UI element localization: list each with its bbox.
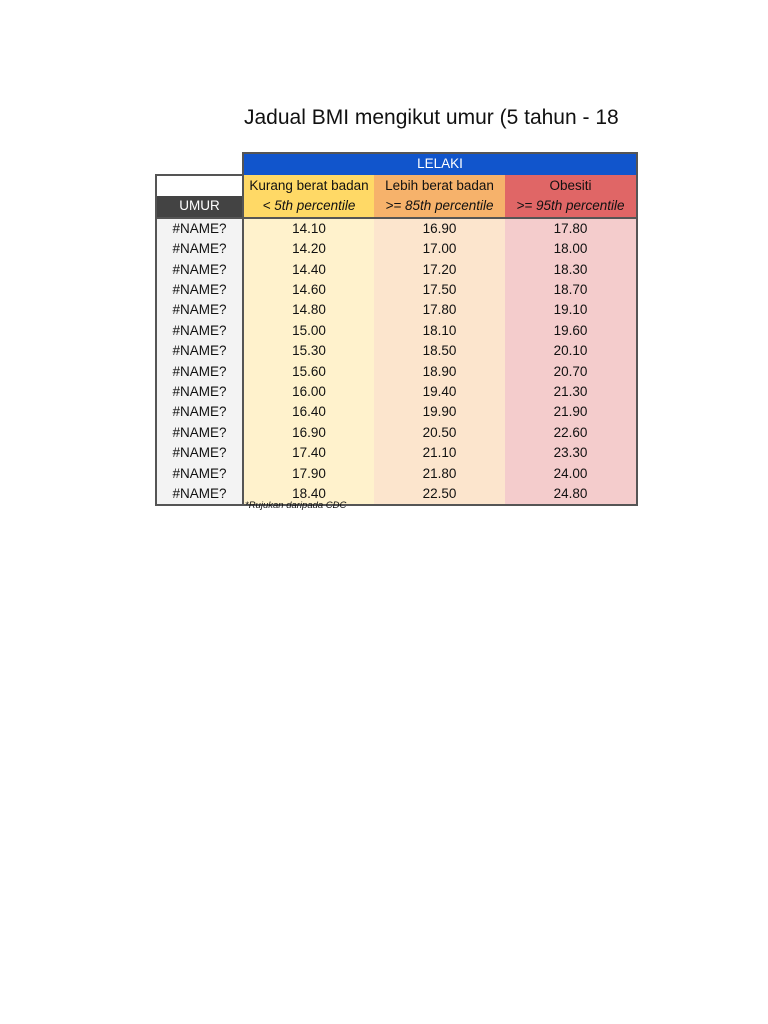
cell-overweight: 17.80 bbox=[374, 300, 505, 320]
table-row bbox=[156, 300, 637, 320]
subheader-overweight: >= 85th percentile bbox=[374, 196, 505, 217]
group-header-lelaki: LELAKI bbox=[243, 153, 637, 175]
column-header-row bbox=[156, 175, 637, 196]
cell-obese: 24.80 bbox=[505, 484, 637, 505]
table-row bbox=[156, 361, 637, 381]
header-overweight: Lebih berat badan bbox=[374, 175, 505, 196]
cell-overweight: 19.90 bbox=[374, 402, 505, 422]
cell-age: #NAME? bbox=[156, 280, 243, 300]
table-body bbox=[156, 218, 637, 505]
cell-overweight: 18.90 bbox=[374, 361, 505, 381]
table-row bbox=[156, 443, 637, 463]
cell-age: #NAME? bbox=[156, 321, 243, 341]
cell-obese: 22.60 bbox=[505, 423, 637, 443]
cell-overweight: 17.50 bbox=[374, 280, 505, 300]
cell-overweight: 19.40 bbox=[374, 382, 505, 402]
cell-underweight: 17.90 bbox=[243, 463, 374, 483]
cell-obese: 19.60 bbox=[505, 321, 637, 341]
table-row bbox=[156, 239, 637, 259]
cell-overweight: 17.00 bbox=[374, 239, 505, 259]
table-row bbox=[156, 341, 637, 361]
cell-underweight: 14.20 bbox=[243, 239, 374, 259]
table-row bbox=[156, 280, 637, 300]
bmi-table bbox=[155, 152, 638, 506]
cell-age: #NAME? bbox=[156, 402, 243, 422]
cell-age: #NAME? bbox=[156, 239, 243, 259]
table-row bbox=[156, 463, 637, 483]
cell-overweight: 21.80 bbox=[374, 463, 505, 483]
cell-underweight: 15.00 bbox=[243, 321, 374, 341]
cell-overweight: 17.20 bbox=[374, 259, 505, 279]
cell-underweight: 16.90 bbox=[243, 423, 374, 443]
cell-underweight: 16.40 bbox=[243, 402, 374, 422]
cell-underweight: 17.40 bbox=[243, 443, 374, 463]
cell-obese: 24.00 bbox=[505, 463, 637, 483]
cell-obese: 18.70 bbox=[505, 280, 637, 300]
cell-age: #NAME? bbox=[156, 382, 243, 402]
table-row bbox=[156, 402, 637, 422]
cell-underweight: 15.30 bbox=[243, 341, 374, 361]
cell-underweight: 16.00 bbox=[243, 382, 374, 402]
cell-age: #NAME? bbox=[156, 341, 243, 361]
table-row bbox=[156, 484, 637, 505]
cell-underweight: 15.60 bbox=[243, 361, 374, 381]
cell-overweight: 21.10 bbox=[374, 443, 505, 463]
cell-age: #NAME? bbox=[156, 259, 243, 279]
cell-overweight: 16.90 bbox=[374, 218, 505, 239]
header-obese: Obesiti bbox=[505, 175, 637, 196]
cell-obese: 19.10 bbox=[505, 300, 637, 320]
footnote: *Rujukan daripada CDC bbox=[245, 500, 347, 511]
cell-underweight: 14.40 bbox=[243, 259, 374, 279]
page-title: Jadual BMI mengikut umur (5 tahun - 18 bbox=[244, 106, 619, 129]
subheader-underweight: < 5th percentile bbox=[243, 196, 374, 217]
cell-underweight: 18.40 bbox=[243, 484, 374, 505]
blank-cell bbox=[156, 153, 243, 175]
subheader-obese: >= 95th percentile bbox=[505, 196, 637, 217]
cell-age: #NAME? bbox=[156, 423, 243, 443]
cell-underweight: 14.10 bbox=[243, 218, 374, 239]
column-subheader-row bbox=[156, 196, 637, 217]
age-header-blank bbox=[156, 175, 243, 196]
cell-overweight: 20.50 bbox=[374, 423, 505, 443]
cell-obese: 21.90 bbox=[505, 402, 637, 422]
cell-age: #NAME? bbox=[156, 484, 243, 505]
table-row bbox=[156, 218, 637, 239]
table-row bbox=[156, 321, 637, 341]
cell-age: #NAME? bbox=[156, 300, 243, 320]
cell-underweight: 14.80 bbox=[243, 300, 374, 320]
cell-obese: 17.80 bbox=[505, 218, 637, 239]
cell-obese: 20.70 bbox=[505, 361, 637, 381]
header-underweight: Kurang berat badan bbox=[243, 175, 374, 196]
cell-age: #NAME? bbox=[156, 463, 243, 483]
cell-obese: 18.30 bbox=[505, 259, 637, 279]
cell-overweight: 18.50 bbox=[374, 341, 505, 361]
table-row bbox=[156, 382, 637, 402]
cell-obese: 23.30 bbox=[505, 443, 637, 463]
cell-underweight: 14.60 bbox=[243, 280, 374, 300]
cell-obese: 21.30 bbox=[505, 382, 637, 402]
cell-obese: 20.10 bbox=[505, 341, 637, 361]
group-header-row bbox=[156, 153, 637, 175]
table-row bbox=[156, 259, 637, 279]
cell-overweight: 18.10 bbox=[374, 321, 505, 341]
cell-age: #NAME? bbox=[156, 443, 243, 463]
cell-age: #NAME? bbox=[156, 361, 243, 381]
cell-obese: 18.00 bbox=[505, 239, 637, 259]
table-row bbox=[156, 423, 637, 443]
header-umur: UMUR bbox=[156, 196, 243, 217]
cell-overweight: 22.50 bbox=[374, 484, 505, 505]
cell-age: #NAME? bbox=[156, 218, 243, 239]
